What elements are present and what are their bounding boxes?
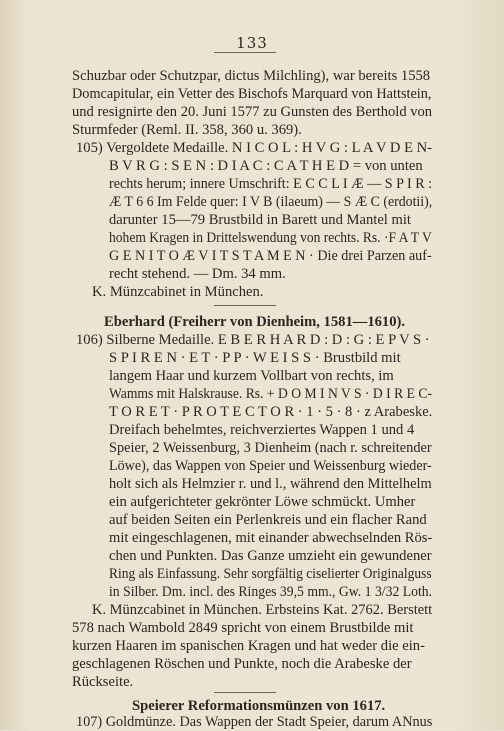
- text-line: B V R G : S E N : D I A C : C A T H E D = von unten: [109, 158, 423, 174]
- text-line: holt sich als Helmzier r. und l., während den Mittelhelm: [109, 476, 432, 492]
- text-line: mit eingeschlagenen, mit einander abwechselnden Rös-: [109, 530, 433, 546]
- text-line: Ring als Einfassung. Sehr sorgfältig ciselierter Originalguss: [109, 566, 432, 582]
- text-line: 106) Silberne Medaille. E B E R H A R D : D : G : E P V S ·: [76, 332, 430, 348]
- text-line: T O R E T · P R O T E C T O R · 1 · 5 · 8 · z Arabeske.: [109, 404, 433, 420]
- section-divider: [214, 305, 276, 306]
- text-line: und resignirte den 20. Juni 1577 zu Gunsten des Berthold von: [72, 104, 433, 120]
- section-heading: Eberhard (Freiherr von Dienheim, 1581—1610).: [104, 314, 406, 330]
- text-line: Speier, 2 Weissenburg, 3 Dienheim (nach r. schreitender: [109, 440, 432, 456]
- text-line: recht stehend. — Dm. 34 mm.: [109, 266, 286, 282]
- text-line: ein aufgerichteter gekrönter Löwe schmückt. Umher: [109, 494, 416, 510]
- text-line: S P I R E N · E T · P P · W E I S S · Brustbild mit: [109, 350, 401, 366]
- page-number-rule: [214, 52, 276, 53]
- text-line: G E N I T O Æ V I T S T A M E N · Die drei Parzen auf-: [109, 248, 432, 264]
- text-line: Löwe), das Wappen von Speier und Weissenburg wieder-: [109, 458, 432, 474]
- page-number: 133: [236, 34, 268, 52]
- text-line: Rückseite.: [72, 674, 134, 690]
- text-line: 578 nach Wambold 2849 spricht von einem Brustbilde mit: [72, 620, 414, 636]
- text-line: Sturmfeder (Reml. II. 358, 360 u. 369).: [72, 122, 302, 138]
- text-line: Wamms mit Halskrause. Rs. + D O M I N V S · D I R E C-: [109, 386, 432, 402]
- text-line: Æ T 6 6 Im Felde quer: I V B (ilaeum) — S Æ C (erdotii),: [109, 194, 433, 210]
- section-heading: Speierer Reformationsmünzen von 1617.: [132, 698, 386, 714]
- section-divider: [214, 692, 276, 693]
- text-line: auf beiden Seiten ein Perlenkreis und ein flacher Rand: [109, 512, 427, 528]
- text-line: rechts herum; innere Umschrift: E C C L I Æ — S P I R :: [109, 176, 433, 192]
- text-line: langem Haar und kurzem Vollbart von rechts, im: [109, 368, 394, 384]
- text-line: chen und Punkten. Das Ganze umzieht ein gewundener: [109, 548, 432, 564]
- text-line: 105) Vergoldete Medaille. N I C O L : H V G : L A V D E N-: [76, 140, 433, 156]
- text-line: hohem Kragen in Drittelswendung von rechts. Rs. ·F A T V: [109, 230, 432, 246]
- text-line: in Silber. Dm. incl. des Ringes 39,5 mm., Gw. 1 3/32 Loth.: [109, 584, 433, 600]
- text-line: K. Münzcabinet in München.: [92, 284, 264, 300]
- text-line: Schuzbar oder Schutzpar, dictus Milchling), war bereits 1558: [72, 68, 431, 84]
- text-line: geschlagenen Röschen und Punkte, noch die Arabeske der: [72, 656, 412, 672]
- text-line: Domcapitular, ein Vetter des Bischofs Marquard von Hattstein,: [72, 86, 432, 102]
- text-line: 107) Goldmünze. Das Wappen der Stadt Speier, darum ANnus: [76, 714, 433, 730]
- text-line: Dreifach behelmtes, reichverziertes Wappen 1 und 4: [109, 422, 415, 438]
- text-line: darunter 15—79 Brustbild in Barett und Mantel mit: [109, 212, 411, 228]
- text-line: K. Münzcabinet in München. Erbsteins Kat. 2762. Berstett: [92, 602, 433, 618]
- text-line: kurzen Haaren im spanischen Kragen und hat weder die ein-: [72, 638, 425, 654]
